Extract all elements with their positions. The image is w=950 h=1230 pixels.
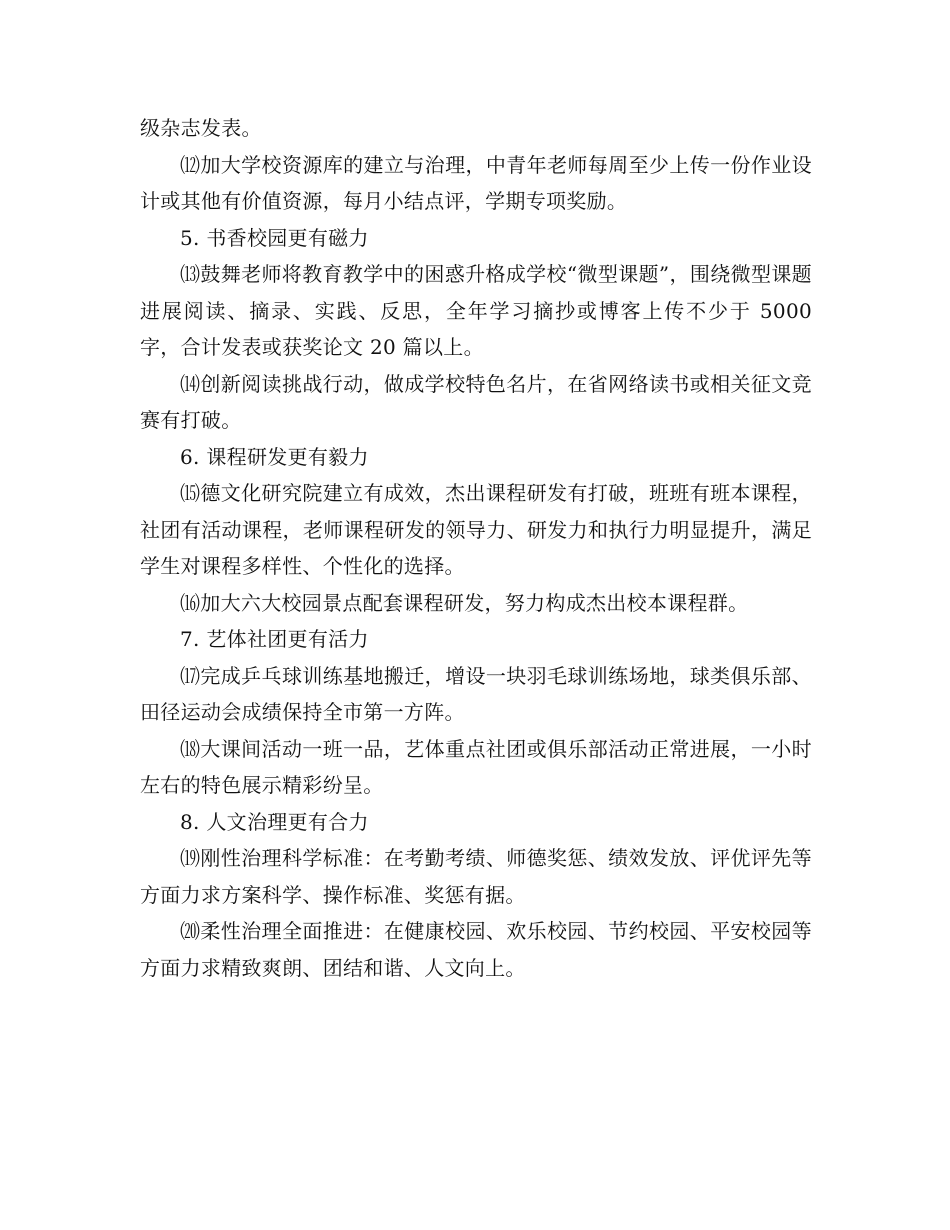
section-heading-7: 7. 艺体社团更有活力: [180, 627, 369, 651]
paragraph-item-19: ⒆刚性治理科学标准：在考勤考绩、师德奖惩、绩效发放、评优评先等方面力求方案科学、操作标准、奖惩有据。: [140, 846, 812, 907]
paragraph-continuation: 级杂志发表。: [140, 116, 262, 140]
paragraph-item-13: ⒀鼓舞老师将教育教学中的困惑升格成学校“微型课题”，围绕微型课题进展阅读、摘录、实践、反思，全年学习摘抄或博客上传不少于 5000 字，合计发表或获奖论文 20 篇以上。: [140, 262, 812, 359]
paragraph-item-15: ⒂德文化研究院建立有成效，杰出课程研发有打破，班班有班本课程，社团有活动课程，老师课程研发的领导力、研发力和执行力明显提升，满足学生对课程多样性、个性化的选择。: [140, 481, 812, 578]
paragraph-item-17: ⒄完成乒乓球训练基地搬迁，增设一块羽毛球训练场地，球类俱乐部、田径运动会成绩保持全市第一方阵。: [140, 663, 812, 724]
paragraph-item-18: ⒅大课间活动一班一品，艺体重点社团或俱乐部活动正常进展，一小时左右的特色展示精彩纷呈。: [140, 736, 812, 797]
section-heading-8: 8. 人文治理更有合力: [180, 809, 369, 834]
paragraph-item-12: ⑿加大学校资源库的建立与治理，中青年老师每周至少上传一份作业设计或其他有价值资源，每月小结点评，学期专项奖励。: [140, 152, 812, 213]
section-heading-6: 6. 课程研发更有毅力: [180, 444, 369, 469]
paragraph-item-16: ⒃加大六大校园景点配套课程研发，努力构成杰出校本课程群。: [180, 590, 749, 615]
paragraph-item-20: ⒇柔性治理全面推进：在健康校园、欢乐校园、节约校园、平安校园等方面力求精致爽朗、团结和谐、人文向上。: [140, 919, 812, 980]
document-page: [140, 110, 812, 986]
section-heading-5: 5. 书香校园更有磁力: [180, 225, 369, 250]
paragraph-item-14: ⒁创新阅读挑战行动，做成学校特色名片，在省网络读书或相关征文竞赛有打破。: [140, 371, 812, 432]
